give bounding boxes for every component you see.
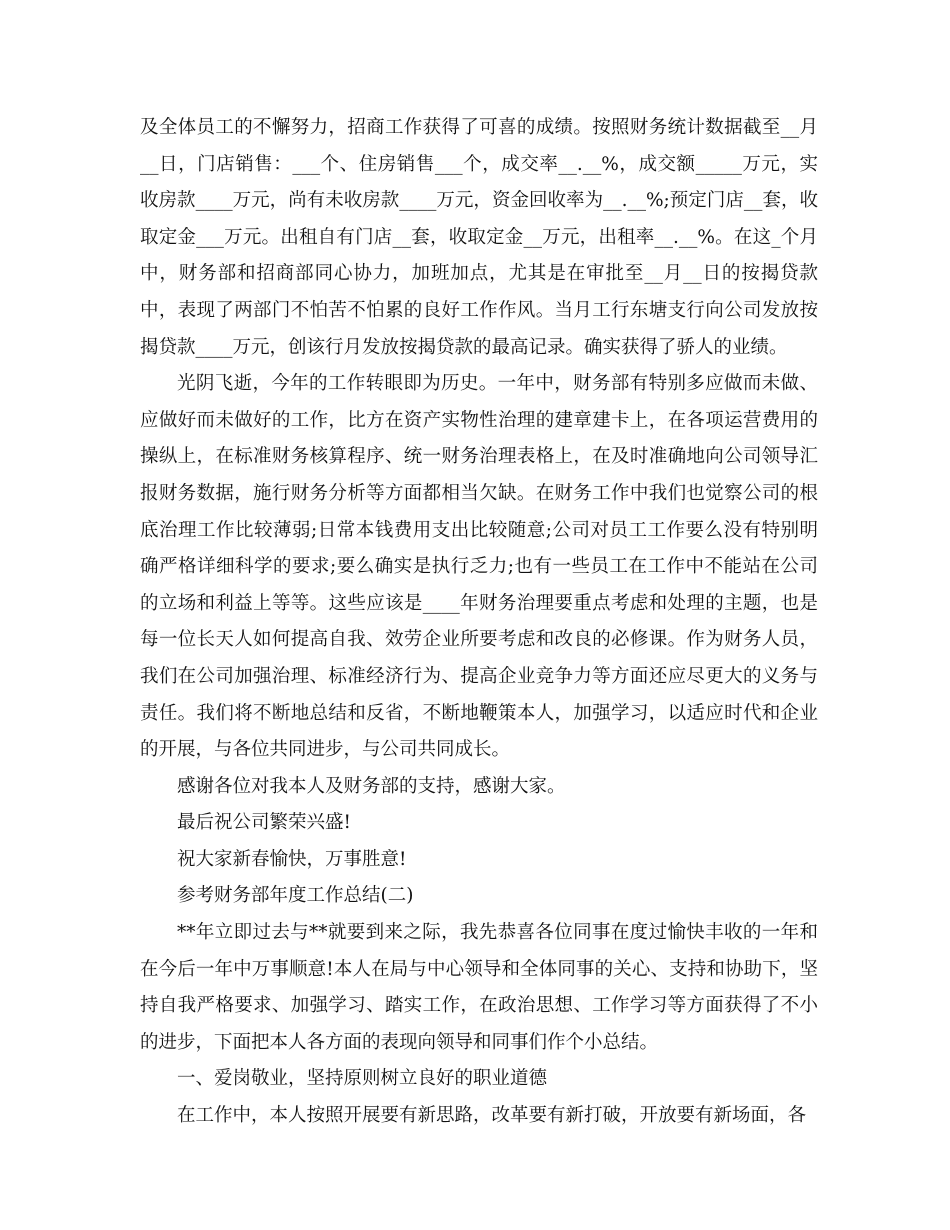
paragraph-results: 及全体员工的不懈努力，招商工作获得了可喜的成绩。按照财务统计数据截至__月__日，门店销售：___个、住房销售___个，成交率__.__%，成交额_____万元，实收房款____万元，尚有未收房款____万元，资金回收率为__.__%;预定门店__套，收取定金___万元。出租自有门店__套，收取定金__万元，出租率__.__%。在这_个月中，财务部和招商部同心协力，加班加点，尤其是在审批至__月__日的按揭贷款中，表现了两部门不怕苦不怕累的良好工作作风。当月工行东塘支行向公司发放按揭贷款____万元，创该行月发放按揭贷款的最高记录。确实获得了骄人的业绩。 — [140, 117, 818, 358]
paragraph-wish-everyone: 祝大家新春愉快，万事胜意! — [177, 848, 407, 870]
document-page — [140, 110, 818, 1135]
paragraph-work: 在工作中，本人按照开展要有新思路，改革要有新打破，开放要有新场面，各 — [177, 1105, 807, 1127]
paragraph-wish-company: 最后祝公司繁荣兴盛! — [177, 812, 351, 834]
paragraph-intro-two: **年立即过去与**就要到来之际，我先恭喜各位同事在度过愉快丰收的一年和在今后一年中万事顺意!本人在局与中心领导和全体同事的关心、支持和协助下，坚持自我严格要求、加强学习、踏实工作，在政治思想、工作学习等方面获得了不小的进步，下面把本人各方面的表现向领导和同事们作个小总结。 — [140, 922, 818, 1053]
paragraph-thanks: 感谢各位对我本人及财务部的支持，感谢大家。 — [177, 775, 566, 797]
heading-ethics: 一、爱岗敬业，坚持原则树立良好的职业道德 — [177, 1068, 548, 1090]
paragraph-review: 光阴飞逝，今年的工作转眼即为历史。一年中，财务部有特别多应做而未做、应做好而未做好的工作，比方在资产实物性治理的建章建卡上，在各项运营费用的操纵上，在标准财务核算程序、统一财务治理表格上，在及时准确地向公司领导汇报财务数据，施行财务分析等方面都相当欠缺。在财务工作中我们也觉察公司的根底治理工作比较薄弱;日常本钱费用支出比较随意;公司对员工工作要么没有特别明确严格详细科学的要求;要么确实是执行乏力;也有一些员工在工作中不能站在公司的立场和利益上等等。这些应该是____年财务治理要重点考虑和处理的主题，也是每一位长天人如何提高自我、效劳企业所要考虑和改良的必修课。作为财务人员，我们在公司加强治理、标准经济行为、提高企业竞争力等方面还应尽更大的义务与责任。我们将不断地总结和反省，不断地鞭策本人，加强学习，以适应时代和企业的开展，与各位共同进步，与公司共同成长。 — [140, 373, 818, 761]
section-title-two: 参考财务部年度工作总结(二) — [177, 885, 414, 907]
